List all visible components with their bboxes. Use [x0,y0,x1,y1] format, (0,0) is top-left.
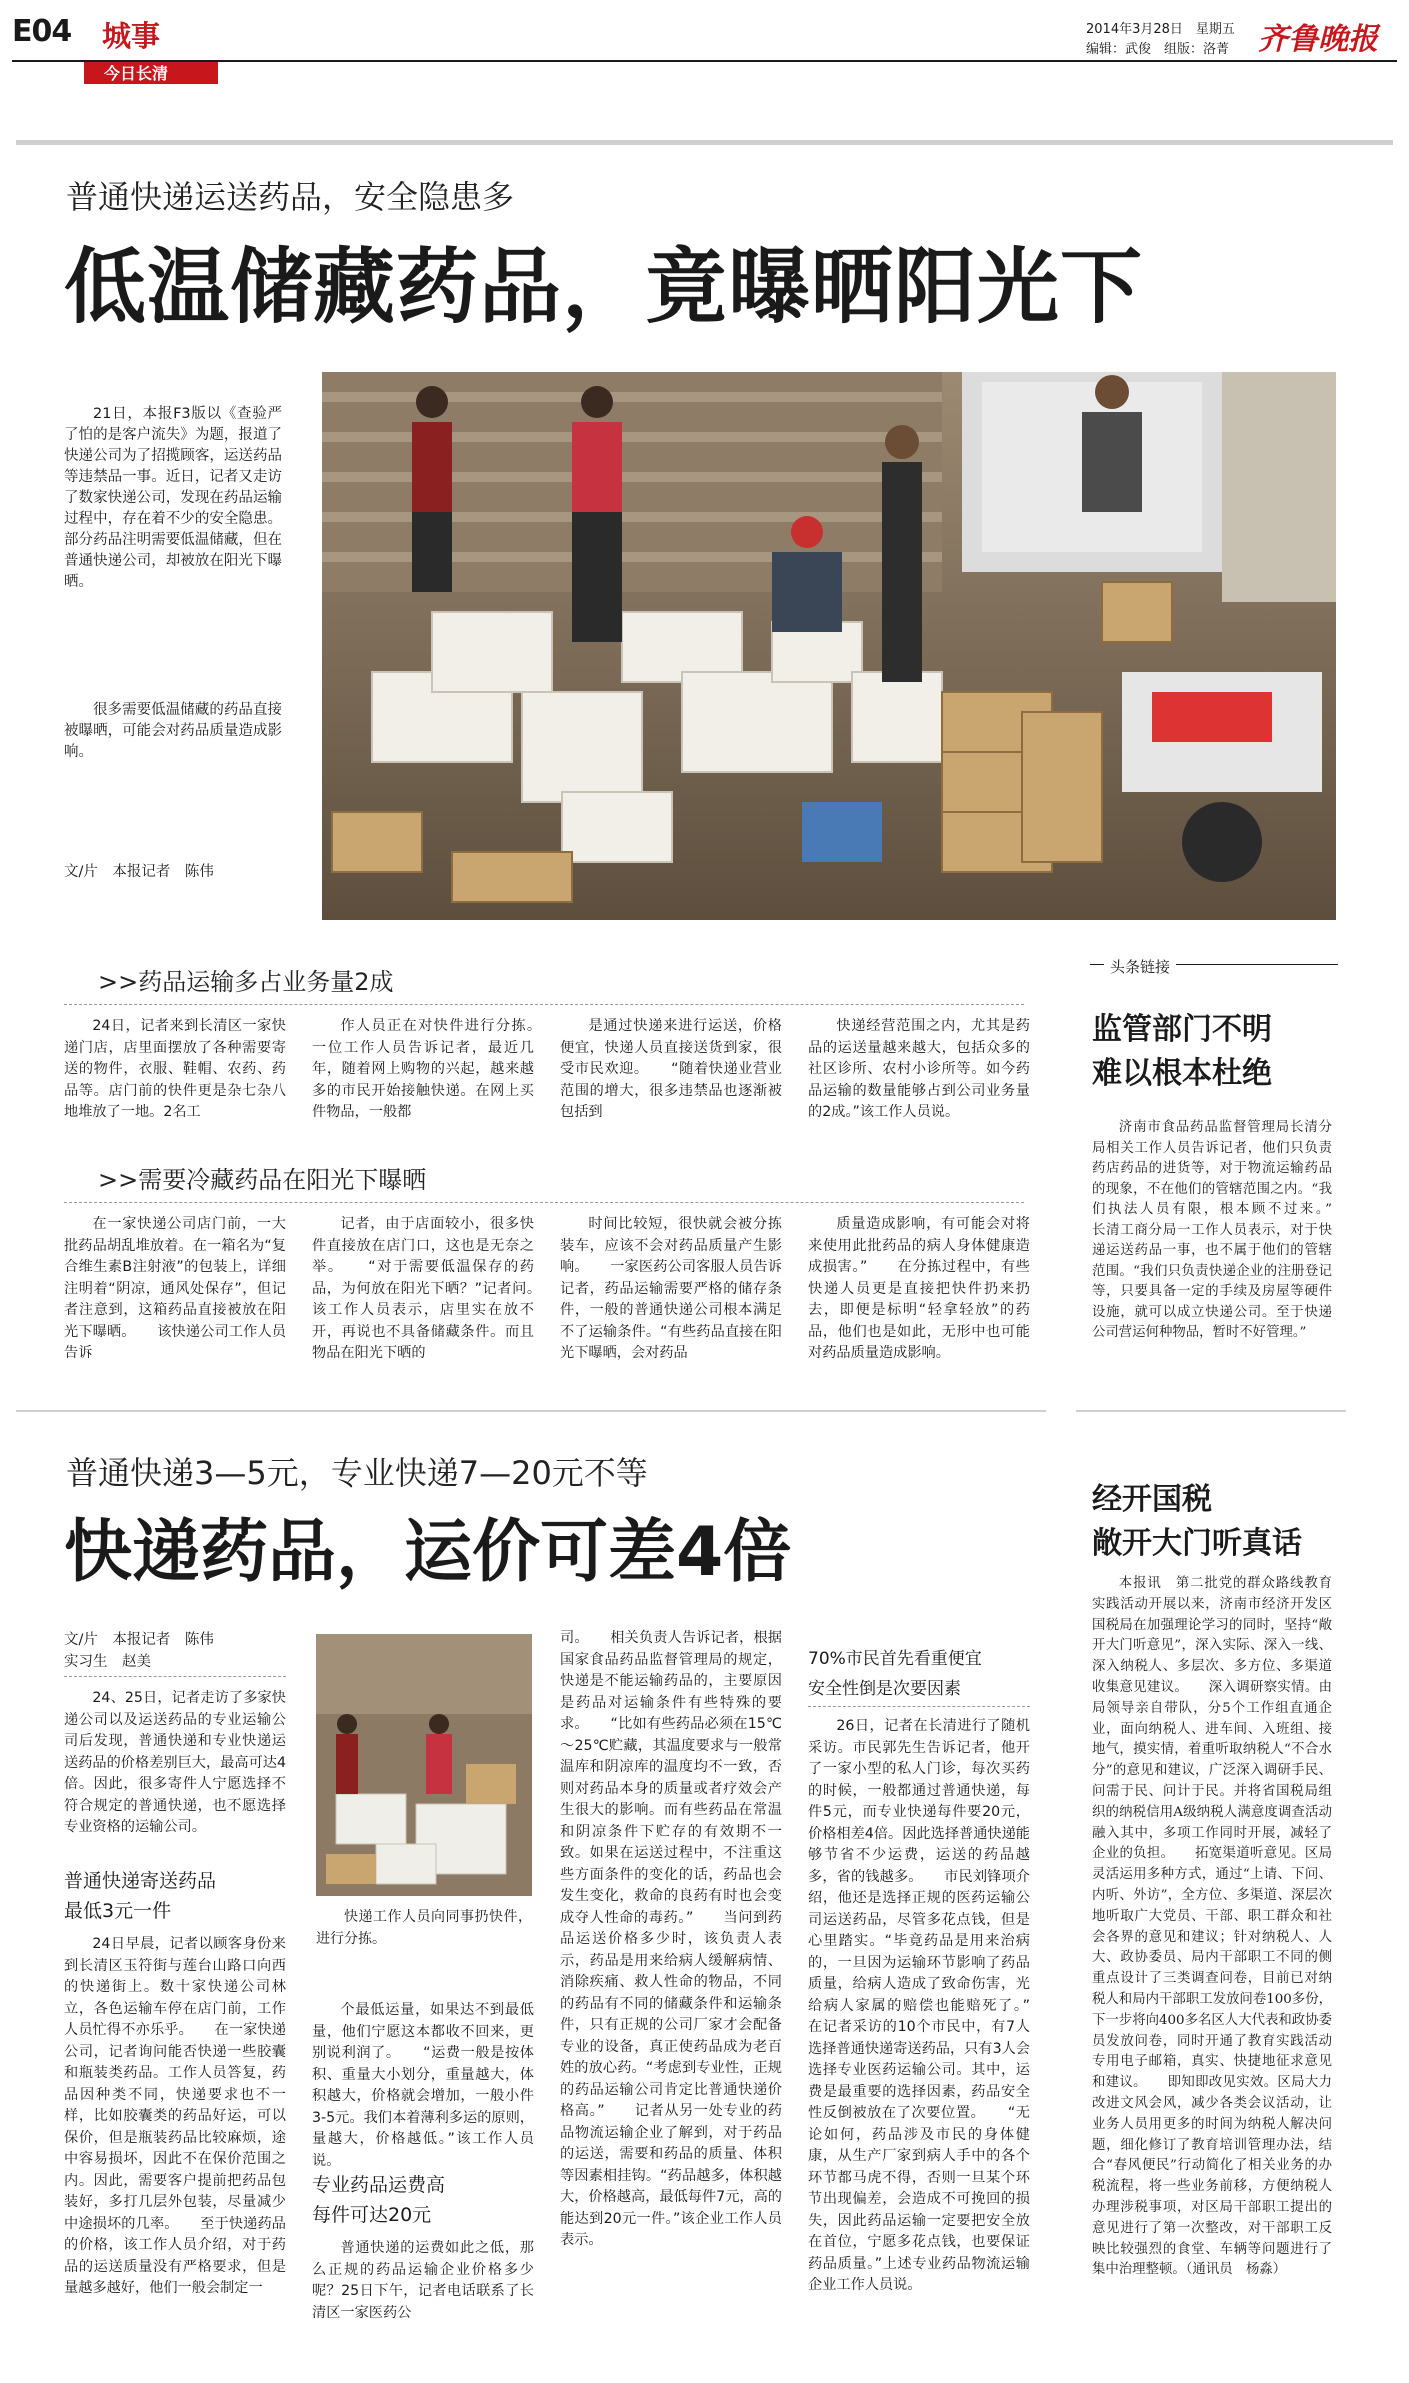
section-title: 城事 [102,19,161,53]
sub2-col-4: 质量造成影响，有可能会对将来使用此批药品的病人身体健康造成损害。” 在分拣过程中，有些快递人员更是直接把快件扔来扔去，即便是标明“轻拿轻放”的药品，他们也是如此，无形中也可能对药品质量造成影响。 [808,1216,1030,1361]
subhead-2-rule [64,1202,1024,1203]
story2-subhead-b-1: 专业药品运费高 [312,2174,446,2196]
story2-col3-body: 司。 相关负责人告诉记者，根据国家食品药品监督管理局的规定，快递是不能运输药品的，主要原因是药品对运输条件有些特殊的要求。 “比如有些药品必须在15℃～25℃贮藏，其温度要求与一般常温库和阴凉库的温度均不一致，否则对药品本身的质量或者疗效会产生很大的影响。而有些药品在常温和阴凉条件下贮存的有效期不一致。如果在运送过程中，不注重这些方面条件的变化的话，药品也会发生变化，救命的良药有时也会变成夺人性命的毒药。” 当问到药品运送价格多少时，该负责人表示，药品是用来给病人缓解病情、消除疾痛、救人性命的物品，不同的药品有不同的储藏条件和运输条件，只有正规的公司厂家才会配备专业的设备，真正使药品成为老百姓的放心药。“考虑到专业性，正规的药品运输公司肯定比普通快递价格高。” 记者从另一处专业的药品物流运输企业了解到，对于药品的运送，需要和药品的质量、体积等因素相挂钩。“药品越多，体积越大，价格越高，最低每件7元，高的能达到20元一件。”该企业工作人员表示。 [560,1630,782,2248]
sub1-col-2: 作人员正在对快件进行分拣。 一位工作人员告诉记者，最近几年，随着网上购物的兴起，越来越多的市民开始接触快递。在网上买件物品，一般都 [312,1018,563,1120]
story2-col2-body: 个最低运量，如果达不到最低量，他们宁愿这本都收不回来，更别说利润了。 “运费一般是按体积、重量大小划分，重量越大，体积越大，价格就会增加，一般小件3-5元。我们本着薄利多运的原则，量越大，价格越低。”该工作人员说。 [312,2002,534,2169]
story1-subhead-2: >>需要冷藏药品在阳光下曝晒 [98,1166,427,1194]
sidebar2-headline-1: 经开国税 [1092,1482,1212,1517]
sub2-col-3: 时间比较短，很快就会被分拣装车，应该不会对药品质量产生影响。 一家医药公司客服人员告诉记者，药品运输需要严格的储存条件，一般的普通快递公司根本满足不了运输条件。“有些药品直接在阳光下曝晒，会对药品 [560,1216,782,1361]
mid-gray-rule [16,1410,1046,1412]
story2-byline-2: 实习生 赵美 [64,1654,151,1670]
header-rule [12,60,1397,62]
top-gray-rule [16,140,1393,145]
story1-headline: 低温储藏药品，竟曝晒阳光下 [64,240,1144,335]
sub1-col-1: 24日，记者来到长清区一家快递门店，店里面摆放了各种需要寄送的物件，衣服、鞋帽、农药、药品等。店门前的快件更是杂七杂八地堆放了一地。2名工 [64,1018,286,1120]
story2-subhead-a-1: 普通快递寄送药品 [64,1870,217,1892]
byline-rule [64,1676,286,1677]
subhead-c-rule [808,1706,1030,1707]
sidebar1-tag: 头条链接 [1104,956,1176,977]
sub1-col-3: 是通过快递来进行运送，价格便宜，快递人员直接送货到家，很受市民欢迎。 “随着快递业营业范围的增大，很多违禁品也逐渐被包括到 [560,1018,782,1120]
page-number: E04 [12,14,72,49]
sidebar1-headline-1: 监管部门不明 [1092,1012,1272,1047]
story2-lead: 24、25日，记者走访了多家快递公司以及运送药品的专业运输公司后发现，普通快递和专业快递运送药品的价格差别巨大，最高可达4倍。因此，很多寄件人宁愿选择不符合规定的普通快递，也不愿选择专业资格的运输公司。 [64,1690,286,1835]
story1-subhead-1: >>药品运输多占业务量2成 [98,968,394,996]
courier-scene-illustration [322,372,1336,920]
story1-photo-caption: 很多需要低温储藏的药品直接被曝晒，可能会对药品质量造成影响。 [64,702,282,760]
sidebar2-body: 本报讯 第二批党的群众路线教育实践活动开展以来，济南市经济开发区国税局在加强理论学习的同时，坚持“敞开大门听意见”，深入实际、深入一线、深入纳税人、多层次、多方位、多渠道收集意见建议。 深入调研察实情。由局领导亲自带队，分5个工作组直通企业，面向纳税人、进车间、入班组、接地气，摸实情，着重听取纳税人“不合水分”的意见和建议，广泛深入调研手民、问需于民、问计于民。并将省国税局组织的纳税信用A级纳税人满意度调查活动融入其中，多项工作同时开展，减轻了企业的负担。 拓宽渠道听意见。区局灵活运用多种方式，通过“上请、下问、内听、外访”，全方位、多渠道、深层次地听取广大党员、干部、职工群众和社会各界的意见和建议；针对纳税人、人大、政协委员、局内干部职工不同的侧重点设计了三类调查问卷，目前已对纳税人和局内干部职工发放问卷100多份，下一步将向400多名区人大代表和政协委员发放问卷，同时开通了教育实践活动专用电子邮箱，真实、快捷地征求意见和建议。 即知即改见实效。区局大力改进文风会风，减少各类会议活动，让业务人员用更多的时间为纳税人解决问题，细化修订了教育培训管理办法，结合“春风便民”行动简化了相关业务的办税流程，将一些业务前移，方便纳税人办理涉税事项，对区局干部职工提出的意见进行了第一次整改，对干部职工反映比较强烈的食堂、车辆等问题进行了集中治理整顿。（通讯员 杨淼） [1092,1576,1332,2278]
story2-col4-body: 26日，记者在长清进行了随机采访。市民郭先生告诉记者，他开了一家小型的私人门诊，每次买药的时候，一般都通过普通快递，每件5元，而专业快递每件要20元，价格相差4倍。因此选择普通快递能够节省不少运费，运送的药品越多，省的钱越多。 市民刘锋项介绍，他还是选择正规的医药运输公司运送药品，尽管多花点钱，但是心里踏实。“毕竟药品是用来治病的，一旦因为运输环节影响了药品质量，给病人造成了致命伤害，光给病人家属的赔偿也能赔死了。” 在记者采访的10个市民中，有7人选择普通快递寄送药品，只有3人会选择专业医药运输公司。其中，运费是最重要的选择因素，药品安全性反倒被放在了次要位置。 “无论如何，药品涉及市民的身体健康，从生产厂家到病人手中的各个环节都马虎不得，否则一旦某个环节出现偏差，会造成不可挽回的损失，因此药品运输一定要把安全放在首位，宁愿多花点钱，也要保证药品质量。”上述专业药品物流运输企业工作人员说。 [808,1718,1059,2293]
courier-sorting-illustration [316,1634,532,1896]
date-line: 2014年3月28日 星期五 [1086,22,1235,37]
story2-subhead-b-2: 每件可达20元 [312,2204,432,2226]
sub1-col-4: 快递经营范围之内，尤其是药品的运送量越来越大，包括众多的社区诊所、农村小诊所等。如今药品运输的数量能够占到公司业务量的2成。”该工作人员说。 [808,1018,1030,1120]
story2-col2-tail: 普通快递的运费如此之低，那么正规的药品运输企业价格多少呢？25日下午，记者电话联系了长清区一家医药公 [312,2240,534,2321]
story1-byline: 文/片 本报记者 陈伟 [64,864,214,880]
story1-lead: 21日，本报F3版以《查验严了怕的是客户流失》为题，报道了快递公司为了招揽顾客，运送药品等违禁品一事。近日，记者又走访了数家快递公司，发现在药品运输过程中，存在着不少的安全隐患。部分药品注明需要低温储藏，但在普通快递公司，却被放在阳光下曝晒。 [64,406,282,590]
subsection-title: 今日长清 [104,64,169,83]
editors-line: 编辑：武俊 组版：洛菁 [1086,42,1230,57]
story2-col1-body: 24日早晨，记者以顾客身份来到长清区玉符街与莲台山路口向西的快递街上。数十家快递公司林立，各色运输车停在店门前，工作人员忙得不亦乐乎。 在一家快递公司，记者询问能否快递一些胶囊和瓶装类药品。工作人员答复，药品因种类不同，快递要求也不一样，比如胶囊类的药品好运，可以保价，但是瓶装药品比较麻烦，途中容易损坏，因此不在保价范围之内。因此，需要客户提前把药品包装好，多打几层外包装，尽量减少中途损坏的几率。 至于快递药品的价格，该工作人员介绍，对于药品的运送质量没有严格要求，但是量越多越好，他们一般会制定一 [64,1936,286,2296]
story2-subhead-a-2: 最低3元一件 [64,1900,172,1922]
story1-photo [322,372,1336,920]
story1-kicker: 普通快递运送药品，安全隐患多 [66,178,515,216]
newspaper-logo: 齐鲁晚报 [1258,22,1378,57]
story2-byline-1: 文/片 本报记者 陈伟 [64,1632,214,1648]
sidebar-divider [1076,1410,1346,1412]
story2-photo-caption: 快递工作人员向同事扔快件，进行分拣。 [316,1909,532,1947]
story2-kicker: 普通快递3—5元，专业快递7—20元不等 [66,1454,648,1492]
story2-subhead-c-1: 70%市民首先看重便宜 [808,1649,982,1669]
sidebar2-headline-2: 敞开大门听真话 [1092,1526,1302,1561]
story2-photo [316,1634,532,1896]
sub2-col-2: 记者，由于店面较小，很多快件直接放在店门口，这也是无奈之举。 “对于需要低温保存的药品，为何放在阳光下晒？”记者问。 该工作人员表示，店里实在放不开，再说也不具备储藏条件。而且物品在阳光下晒的 [312,1216,563,1361]
subhead-1-rule [64,1004,1024,1005]
sidebar1-body: 济南市食品药品监督管理局长清分局相关工作人员告诉记者，他们只负责药店药品的进货等，对于物流运输药品的现象，不在他们的管辖范围之内。“我们执法人员有限，根本顾不过来。” 长清工商分局一工作人员表示，对于快递运送药品一事，也不属于他们的管辖范围。“我们只负责快递企业的注册登记等，只要具备一定的手续及房屋等硬件设施，就可以成立快递公司。至于快递公司营运何种物品，暂时不好管理。” [1092,1120,1359,1340]
sub2-col-1: 在一家快递公司店门前，一大批药品胡乱堆放着。在一箱名为“复合维生素B注射液”的包装上，详细注明着“阴凉，通风处保存”，但记者注意到，这箱药品直接被放在阳光下曝晒。 该快递公司工作人员告诉 [64,1216,286,1361]
story2-headline: 快递药品，运价可差4倍 [64,1513,792,1592]
story2-subhead-c-2: 安全性倒是次要因素 [808,1679,961,1699]
sidebar1-headline-2: 难以根本杜绝 [1092,1056,1272,1091]
